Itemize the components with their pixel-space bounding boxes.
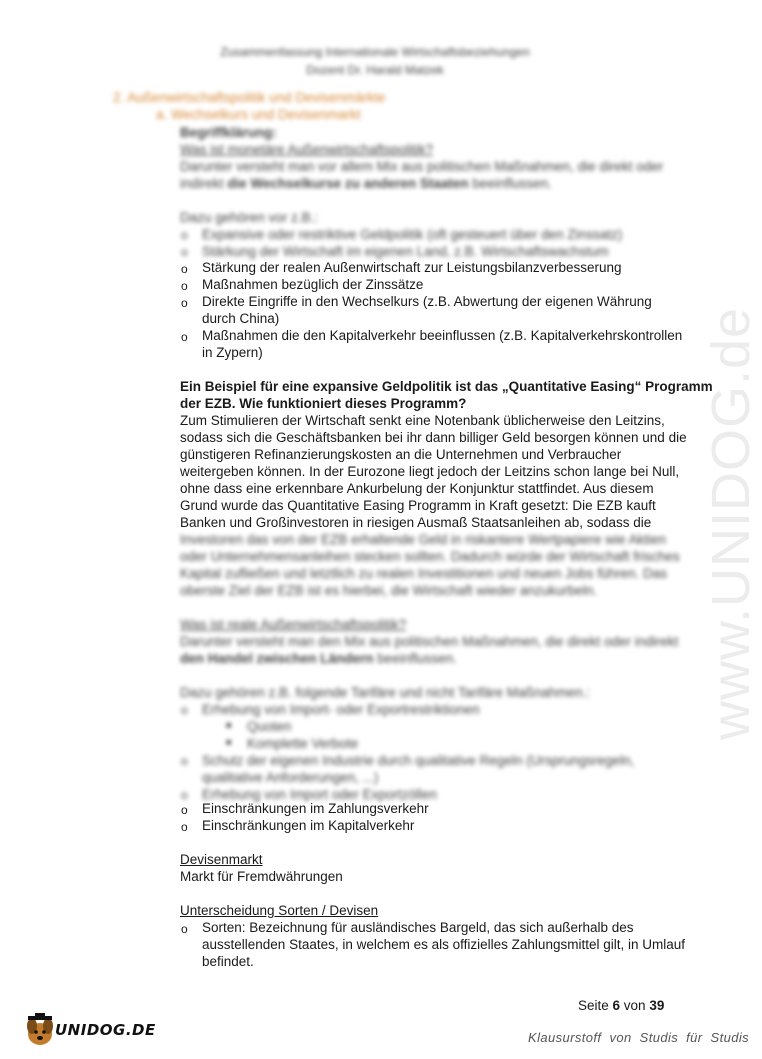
q2-list-intro: Dazu gehören z.B. folgende Tarifäre und nicht Tarifäre Maßnahmen.: (180, 685, 590, 700)
subsection-heading: a. Wechselkurs und Devisenmarkt (156, 107, 361, 122)
bullet-icon: o (181, 922, 188, 936)
q1-item: Maßnahmen bezüglich der Zinssätze (202, 277, 424, 292)
q1-answer-post: beeinflussen. (468, 176, 552, 191)
bullet-icon: o (181, 330, 188, 344)
q2-question: Was ist reale Außenwirtschaftspolitik? (180, 617, 407, 632)
qe-line: Grund wurde das Quantitative Easing Programm in Kraft gesetzt: Die EZB kauft (180, 498, 656, 513)
devisenmarkt-text: Markt für Fremdwährungen (180, 869, 343, 884)
q1-answer-line2 (180, 175, 552, 192)
qe-heading-line2: der EZB. Wie funktioniert dieses Programm? (180, 396, 467, 411)
bullet-icon: o (181, 296, 188, 310)
page-total: 39 (649, 998, 665, 1013)
qe-line: Banken und Großinvestoren in riesigen Ausmaß Staatsanleihen ab, sodass die (180, 515, 652, 530)
q2-item: Einschränkungen im Kapitalverkehr (202, 818, 415, 833)
qe-line: weitergeben können. In der Eurozone liegt jedoch der Leitzins schon lange bei Null, (180, 464, 680, 479)
q1-answer-bold: die Wechselkurse zu anderen Staaten (227, 176, 469, 191)
q1-item: Expansive oder restriktive Geldpolitik (oft gesteuert über den Zinssatz) (202, 227, 623, 242)
q1-item: Stärkung der Wirtschaft im eigenen Land, z.B. Wirtschaftswachstum (202, 244, 609, 259)
q1-answer-pre: indirekt (180, 176, 228, 191)
page-current: 6 (612, 998, 621, 1013)
q1-item: Stärkung der realen Außenwirtschaft zur Leistungsbilanzverbesserung (202, 260, 622, 275)
page-mid: von (620, 998, 650, 1013)
bullet-icon: o (181, 820, 188, 834)
bullet-icon: o (181, 245, 188, 259)
sorten-line: ausstellenden Staates, in welchem es als offizielles Zahlungsmittel gilt, in Umlauf (202, 937, 685, 952)
q2-item: Erhebung von Import oder Exportzöllen (202, 787, 437, 802)
q1-item: Maßnahmen die den Kapitalverkehr beeinflussen (z.B. Kapitalverkehrskontrollen (202, 328, 683, 343)
q2-item-cont: qualitative Anforderungen, ...) (202, 770, 379, 785)
q1-item: Direkte Eingriffe in den Wechselkurs (z.B. Abwertung der eigenen Währung (202, 294, 652, 309)
q1-item-cont: durch China) (202, 311, 280, 326)
footer-tagline: Klausurstoff von Studis für Studis (528, 1030, 750, 1045)
page-prefix: Seite (578, 998, 613, 1013)
sub-bullet-icon: ■ (226, 720, 232, 730)
bullet-icon: o (181, 262, 188, 276)
q1-answer-line1: Darunter versteht man vor allem Mix aus politischen Maßnahmen, die direkt oder (180, 159, 664, 174)
qe-line-blurred: oder Unternehmensanleihen stecken sollten. Dadurch würde der Wirtschaft frisches (180, 549, 680, 564)
bullet-icon: o (181, 703, 188, 717)
sorten-heading: Unterscheidung Sorten / Devisen (180, 903, 379, 918)
qe-heading-line1: Ein Beispiel für eine expansive Geldpolitik ist das „Quantitative Easing“ Programm (180, 379, 713, 394)
q1-question: Was ist monetäre Außenwirtschaftspolitik? (180, 142, 434, 157)
qe-line-blurred: Investoren das von der EZB erhaltende Geld in riskantere Wertpapiere wie Aktien (180, 532, 667, 547)
qe-line-blurred: Kapital zufließen und letztlich zu realen Investitionen und neuen Jobs führen. Das (180, 566, 668, 581)
q2-item: Einschränkungen im Zahlungsverkehr (202, 801, 429, 816)
bullet-icon: o (181, 788, 188, 802)
q2-answer-line2 (180, 650, 457, 667)
q2-subitem: Komplette Verbote (247, 736, 359, 751)
q2-item: Erhebung von Import- oder Exportrestriktionen (202, 702, 480, 717)
terms-label: Begriffklärung: (180, 125, 277, 140)
qe-line: Zum Stimulieren der Wirtschaft senkt eine Notenbank üblicherweise den Leitzins, (180, 413, 665, 428)
devisenmarkt-heading: Devisenmarkt (180, 852, 263, 867)
sorten-line: Sorten: Bezeichnung für ausländisches Bargeld, das sich außerhalb des (202, 920, 634, 935)
doc-author: Dozent Dr. Harald Matzek (306, 63, 444, 77)
bullet-icon: o (181, 279, 188, 293)
q2-answer-post: beeinflussen. (373, 651, 457, 666)
sub-bullet-icon: ■ (226, 737, 232, 747)
qe-line: sodass sich die Geschäftsbanken bei ihr dann billiger Geld besorgen können und die (180, 430, 687, 445)
q2-answer-line1: Darunter versteht man den Mix aus politischen Maßnahmen, die direkt oder indirekt (180, 634, 679, 649)
page-number (578, 998, 664, 1013)
q2-subitem: Quoten (247, 719, 292, 734)
bullet-icon: o (181, 754, 188, 768)
qe-line: günstigeren Refinanzierungskosten an die Unternehmen und Verbraucher (180, 447, 622, 462)
q2-item: Schutz der eigenen Industrie durch qualitative Regeln (Ursprungsregeln, (202, 753, 635, 768)
q1-list-intro: Dazu gehören vor z.B.: (180, 210, 319, 225)
qe-line: ohne dass eine erkennbare Ankurbelung der Konjunktur stattfindet. Aus diesem (180, 481, 654, 496)
q1-item-cont: in Zypern) (202, 345, 263, 360)
bullet-icon: o (181, 228, 188, 242)
qe-line-blurred: oberste Ziel der EZB ist es hierbei, die Wirtschaft wieder anzukurbeln. (180, 583, 598, 598)
logo-text: UNIDOG.DE (55, 1021, 156, 1039)
doc-title: Zusammenfassung Internationale Wirtschaftsbeziehungen (220, 45, 530, 59)
watermark: www.UNIDOG.de (701, 306, 761, 740)
bullet-icon: o (181, 803, 188, 817)
section-heading: 2. Außenwirtschaftspolitik und Devisenmärkte (113, 90, 386, 105)
sorten-line: befindet. (202, 954, 254, 969)
q2-answer-bold: den Handel zwischen Ländern (180, 651, 374, 666)
